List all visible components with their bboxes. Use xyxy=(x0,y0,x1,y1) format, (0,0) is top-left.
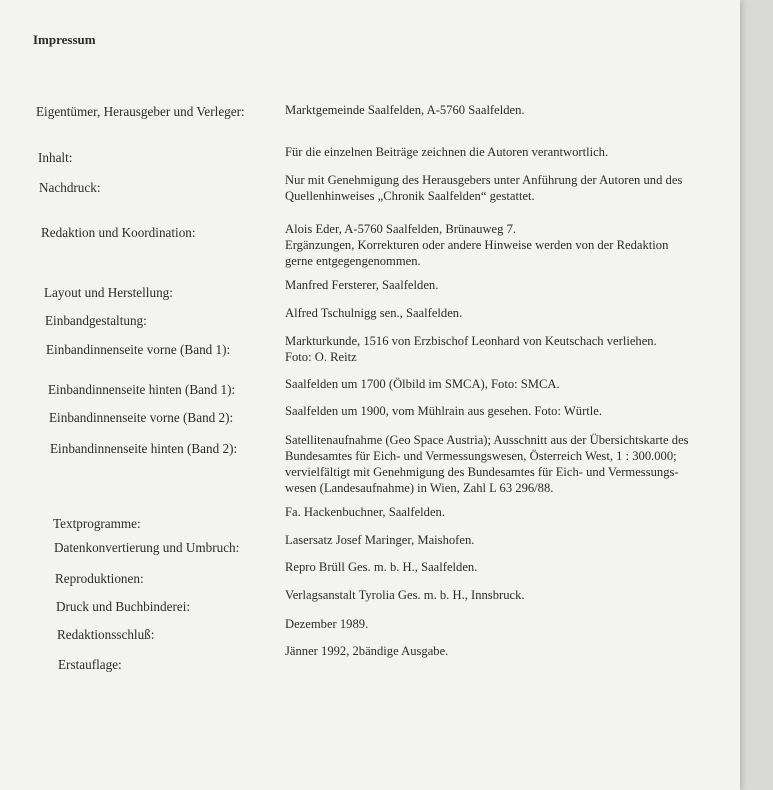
row-value: Fa. Hackenbuchner, Saalfelden. xyxy=(285,505,445,519)
row-label: Einbandinnenseite hinten (Band 2): xyxy=(50,441,238,456)
row-label: Erstauflage: xyxy=(58,657,122,672)
row-label: Reproduktionen: xyxy=(55,571,144,586)
row-label: Datenkonvertierung und Umbruch: xyxy=(54,540,240,555)
row-label: Eigentümer, Herausgeber und Verleger: xyxy=(36,104,245,119)
row-value: Marktgemeinde Saalfelden, A-5760 Saalfelden. xyxy=(285,103,525,117)
row-value: Nur mit Genehmigung des Herausgebers unter Anführung der Autoren und des Quellenhinweises „Chronik Saalfelden“ gestattet. xyxy=(285,173,683,203)
row-value: Satellitenaufnahme (Geo Space Austria); Ausschnitt aus der Übersichtskarte des Bundesamtes für Eich- und Vermessungswesen, Österreich West, 1 : 300.000; vervielfältigt mit Genehmigung des Bundesamtes für Eich- und Vermessungs- wesen (Landesaufnahme) in Wien, Zahl L 63 296/88. xyxy=(285,433,689,495)
row-value: Für die einzelnen Beiträge zeichnen die Autoren verantwortlich. xyxy=(285,145,609,159)
row-label: Redaktion und Koordination: xyxy=(41,225,196,240)
row-label: Einbandinnenseite vorne (Band 2): xyxy=(49,410,234,425)
row-label: Nachdruck: xyxy=(39,180,101,195)
row-value: Dezember 1989. xyxy=(285,617,369,631)
row-value: Saalfelden um 1700 (Ölbild im SMCA), Foto: SMCA. xyxy=(285,377,560,391)
row-label: Redaktionsschluß: xyxy=(57,627,155,642)
row-value: Alfred Tschulnigg sen., Saalfelden. xyxy=(285,306,463,320)
page-title: Impressum xyxy=(33,32,96,47)
row-value: Lasersatz Josef Maringer, Maishofen. xyxy=(285,533,475,547)
row-value: Manfred Fersterer, Saalfelden. xyxy=(285,278,439,292)
row-label: Einbandgestaltung: xyxy=(45,313,147,328)
row-label: Textprogramme: xyxy=(53,516,141,531)
row-label: Druck und Buchbinderei: xyxy=(56,599,191,614)
row-label: Einbandinnenseite vorne (Band 1): xyxy=(46,342,231,357)
row-value: Repro Brüll Ges. m. b. H., Saalfelden. xyxy=(285,560,478,574)
row-value: Jänner 1992, 2bändige Ausgabe. xyxy=(285,644,449,658)
row-value: Verlagsanstalt Tyrolia Ges. m. b. H., Innsbruck. xyxy=(285,588,525,602)
row-label: Inhalt: xyxy=(38,150,73,165)
row-value: Markturkunde, 1516 von Erzbischof Leonhard von Keutschach verliehen. Foto: O. Reitz xyxy=(285,334,657,364)
row-value: Saalfelden um 1900, vom Mühlrain aus gesehen. Foto: Würtle. xyxy=(285,404,603,418)
row-value: Alois Eder, A-5760 Saalfelden, Brünauweg 7. Ergänzungen, Korrekturen oder andere Hinweise werden von der Redaktion gerne entgegengenommen. xyxy=(285,222,669,268)
row-label: Layout und Herstellung: xyxy=(44,285,173,300)
row-label: Einbandinnenseite hinten (Band 1): xyxy=(48,382,236,397)
